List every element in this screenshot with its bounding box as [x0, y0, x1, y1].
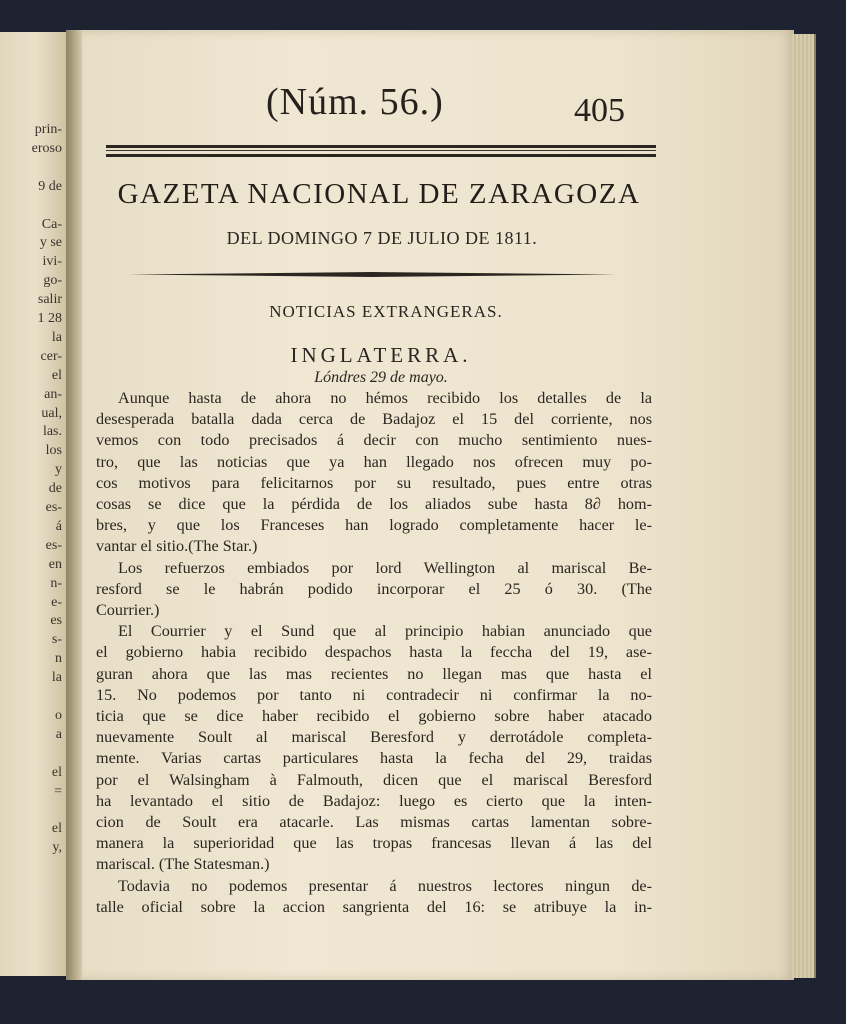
left-page-text-fragment: el [51, 764, 62, 780]
masthead-dateline: DEL DOMINGO 7 DE JULIO DE 1811. [226, 228, 538, 248]
left-page-text-fragment: las. [42, 424, 62, 440]
header-double-rule [106, 145, 656, 157]
article-line: el gobierno habia recibido despachos hasta la feccha del 19, ase- [96, 643, 652, 662]
left-page-text-fragment: = [54, 783, 62, 799]
left-page-text-fragment: ivi- [42, 254, 62, 270]
article-line: ha levantado el sitio de Badajoz: luego es cierto que la inten- [96, 791, 652, 810]
left-page-text-fragment: es- [45, 500, 62, 515]
article-line: vantar el sitio.(The Star.) [96, 537, 258, 556]
left-page-text-fragment: ual, [41, 405, 62, 421]
left-page-text-fragment: go- [43, 273, 62, 289]
article-line: 15. No podemos por tanto ni contradecir ni confirmar la no- [96, 685, 652, 704]
article-line: nuevamente Soult al mariscal Beresford y derrotádole completa- [96, 728, 652, 747]
article-line: por el Walsingham à Falmouth, dicen que el mariscal Beresford [96, 770, 652, 789]
tapered-rule [128, 272, 616, 277]
article-line: desesperada batalla dada cerca de Badajoz el 15 del corriente, nos [96, 410, 652, 429]
left-page-text-fragment: y, [52, 840, 62, 856]
issue-number: (Núm. 56.) [266, 81, 444, 123]
article-line: bres, y que los Franceses han logrado completamente hacer le- [96, 516, 652, 535]
left-page-text-fragment: la [51, 329, 62, 345]
left-page-text-fragment: es- [45, 537, 62, 553]
place-date-line: Lóndres 29 de mayo. [314, 369, 448, 386]
article-line: mariscal. (The Statesman.) [96, 855, 270, 874]
article-line: guran ahora que las mas recientes no llegan mas que hasta el [96, 664, 652, 683]
left-page-text-fragment: y [55, 462, 62, 478]
left-page-text-fragment: Ca- [41, 216, 62, 232]
article-line: manera la superioridad que las tropas francesas llevan á las del [96, 834, 652, 853]
article-line: tro, que las noticias que ya han llegado nos ofrecen muy po- [96, 452, 652, 471]
left-page-text-fragment: y se [39, 235, 62, 251]
masthead-title: GAZETA NACIONAL DE ZARAGOZA [117, 178, 641, 210]
left-page-text-fragment: á [55, 518, 62, 534]
page-edge [792, 34, 816, 978]
left-page-text-fragment: en [48, 556, 62, 572]
left-page-text-fragment: s- [51, 632, 62, 648]
left-page-text-fragment: de [48, 481, 62, 497]
left-page-text-fragment: prin- [34, 122, 62, 137]
article-line: Aunque hasta de ahora no hémos recibido los detalles de la [118, 389, 652, 407]
left-page-text-fragment: la [51, 670, 62, 686]
article-line: talle oficial sobre la accion sangrienta del 16: se atribuye la in- [96, 897, 652, 916]
left-page-text-fragment: salir [37, 292, 62, 308]
left-page-text-fragment: eroso [31, 140, 62, 156]
left-page-text-fragment: o [55, 707, 62, 723]
article-line: cosas se dice que la pérdida de los aliados sube hasta 8∂ hom- [96, 495, 652, 513]
left-page-text-fragment: los [45, 443, 62, 459]
left-page-text-fragment: a [55, 726, 62, 742]
previous-page-fragment [0, 32, 68, 976]
section-heading: NOTICIAS EXTRANGERAS. [269, 302, 503, 321]
country-heading: INGLATERRA. [290, 343, 472, 367]
article-line: vemos con todo precisados á decir con mucho sentimiento nues- [96, 431, 652, 450]
left-page-text-fragment: e- [51, 594, 62, 610]
left-page-text-fragment: el [51, 367, 62, 383]
left-page-text-fragment: cer- [40, 348, 62, 364]
left-page-text-fragment: el [51, 821, 62, 837]
left-page-text-fragment: 9 de [38, 178, 62, 194]
article-line: resford se le habrán podido incorporar el 25 ó 30. (The [96, 579, 652, 598]
left-page-text-fragment: n [55, 651, 62, 667]
left-page-text-fragment: n- [50, 575, 62, 591]
left-page-text-fragment: 1 28 [37, 311, 62, 326]
article-line: cos motivos para felicitarnos por su resultado, pues entre otras [96, 473, 652, 492]
article-line: ticia que se dice haber recibido el gobierno sobre haber atacado [96, 707, 652, 725]
article-line: Courrier.) [96, 601, 160, 619]
page-number: 405 [574, 92, 625, 129]
left-page-text-fragment: an- [44, 386, 62, 402]
article-line: cion de Soult era atacarle. Las mismas cartas lamentan sobre- [96, 813, 652, 831]
article-line: mente. Varias cartas particulares hasta la fecha del 29, traidas [96, 749, 652, 768]
left-page-text-fragment: es [50, 613, 62, 629]
article-line: Los refuerzos embiados por lord Wellington al mariscal Be- [118, 558, 652, 577]
article-line: Todavia no podemos presentar á nuestros lectores ningun de- [118, 876, 652, 895]
article-line: El Courrier y el Sund que al principio habian anunciado que [118, 622, 652, 641]
